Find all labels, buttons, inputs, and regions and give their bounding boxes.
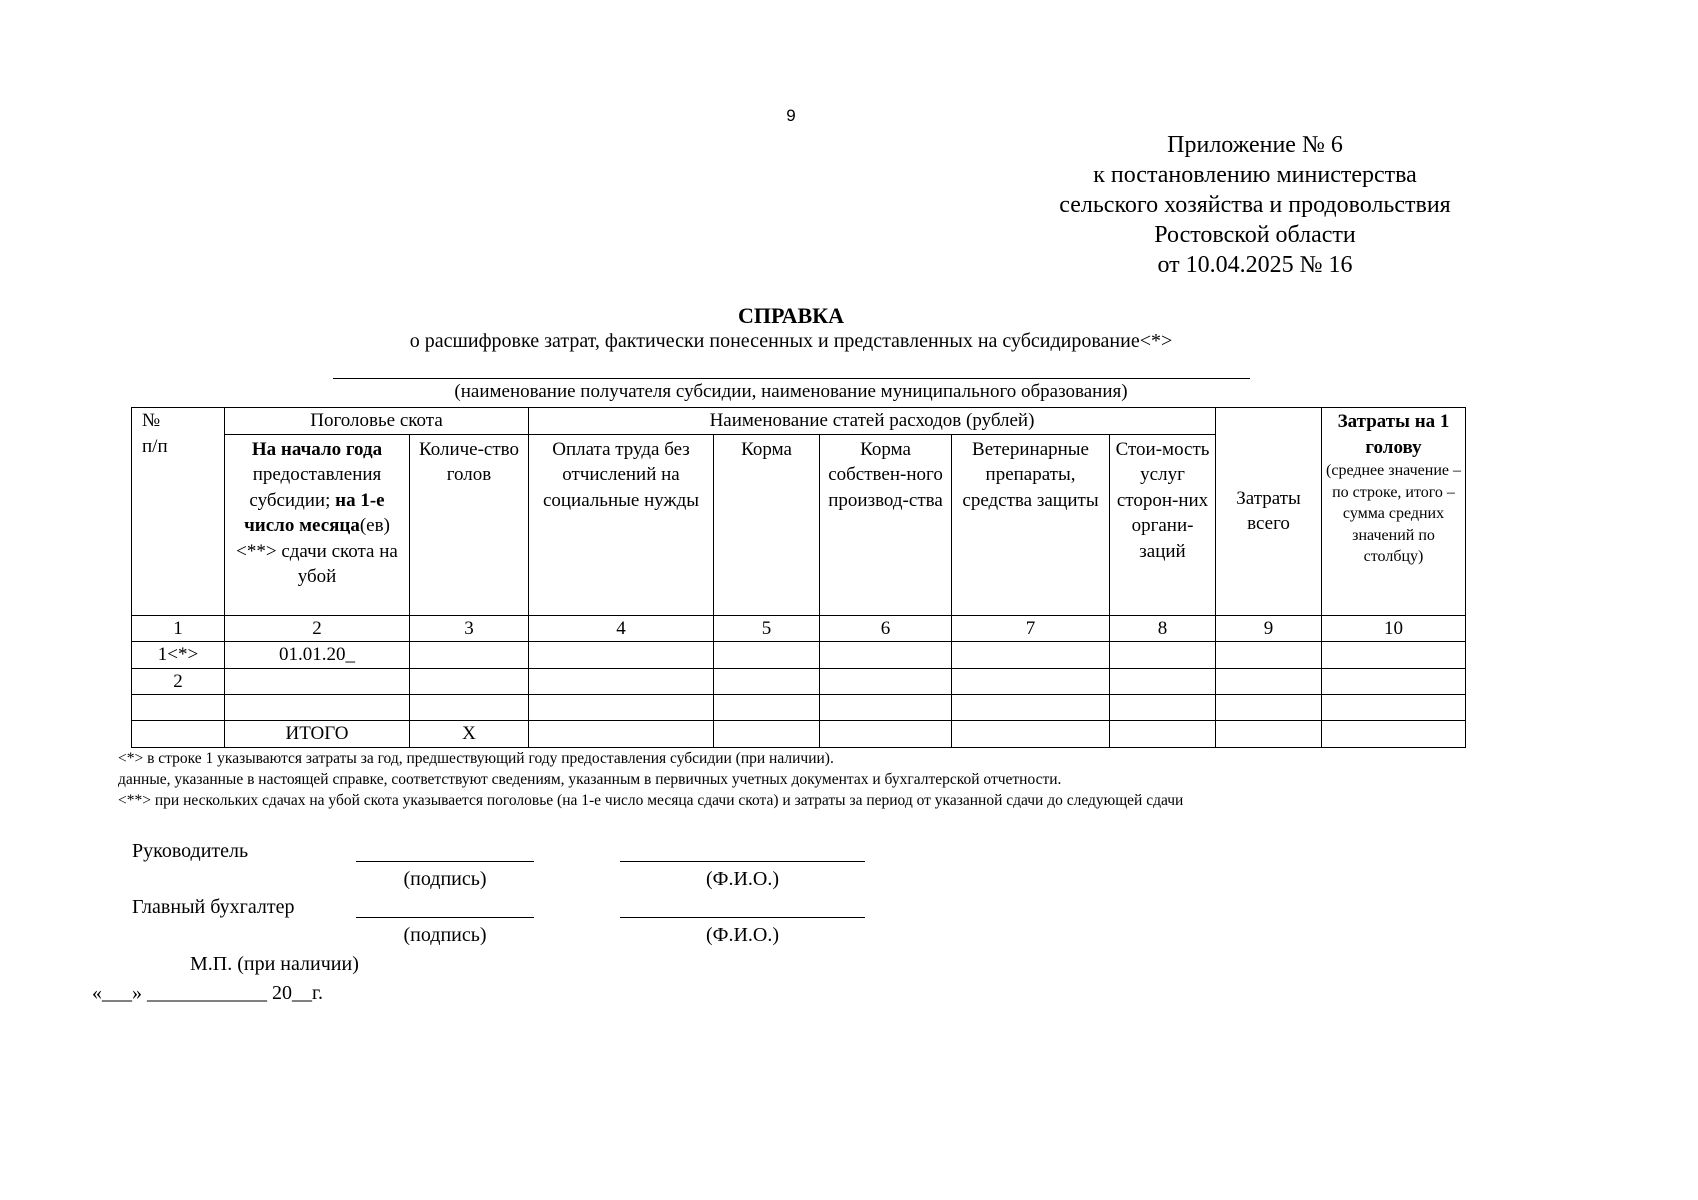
head-label: Руководитель [132,840,249,862]
row-number: 1<*> [132,642,225,669]
table-cell[interactable] [1216,721,1322,748]
table-cell[interactable] [1216,642,1322,669]
header-num-symbol: № [142,410,161,431]
column-number: 9 [1216,615,1322,642]
appendix-header [1000,130,1510,280]
appendix-line: Ростовской области [1154,222,1356,248]
column-number-row [132,615,1466,642]
column-number: 3 [410,615,529,642]
table-cell[interactable] [952,642,1110,669]
accountant-name-caption: (Ф.И.О.) [705,924,779,946]
header-num-label: п/п [142,435,168,457]
header-cost-per-head-note: (среднее значение – по строке, итого – сумма средних значений по столбцу) [1326,462,1461,565]
document-subtitle: о расшифровке затрат, фактически понесенных и представленных на субсидирование<*> [409,330,1173,352]
header-cost-per-head [1322,408,1466,616]
table-cell[interactable] [529,695,714,721]
header-head-count: Количе-ство голов [410,434,529,615]
header-date-months-note: (ев)<**> [236,515,390,562]
header-expense-items: Наименование статей расходов (рублей) [529,408,1216,435]
accountant-label: Главный бухгалтер [132,896,295,918]
table-cell[interactable] [410,642,529,669]
table-cell[interactable] [714,642,820,669]
table-cell[interactable] [952,721,1110,748]
accountant-signature-caption: (подпись) [403,924,487,946]
column-number: 8 [1110,615,1216,642]
row-number: 2 [132,668,225,695]
table-cell[interactable] [529,721,714,748]
footnote: данные, указанные в настоящей справке, соответствуют сведениям, указанным в первичных учетных документах и бухгалтерской отчетности. [118,771,1062,788]
row-date[interactable]: 01.01.20_ [225,642,410,669]
accountant-signature-line[interactable] [356,917,534,918]
table-cell[interactable] [714,695,820,721]
page-number: 9 [786,106,796,125]
appendix-line: сельского хозяйства и продовольствия [1059,192,1451,218]
header-date [225,434,410,615]
table-cell[interactable] [1110,668,1216,695]
table-cell[interactable] [820,668,952,695]
table-cell[interactable] [225,668,410,695]
header-date-subsidy: предоставления субсидии; [249,464,382,511]
header-row-number [132,408,225,616]
header-cost-per-head-title: Затраты на 1 голову [1337,411,1450,458]
table-cell[interactable] [1322,668,1466,695]
column-number: 10 [1322,615,1466,642]
footnotes [118,748,1183,811]
header-livestock: Поголовье скота [225,408,529,435]
column-number: 5 [714,615,820,642]
table-cell[interactable] [952,695,1110,721]
stamp-label: М.П. (при наличии) [190,953,359,975]
header-date-month: на 1-е число месяца [244,489,385,536]
document-title: СПРАВКА [737,303,845,328]
header-own-feed: Корма собствен-ного производ-ства [820,434,952,615]
total-label: ИТОГО [225,721,410,748]
table-cell[interactable] [225,695,410,721]
table-row [132,642,1466,669]
table-cell[interactable] [410,695,529,721]
table-cell[interactable] [714,668,820,695]
table-row [132,668,1466,695]
table-row [132,695,1466,721]
table-cell[interactable] [1110,695,1216,721]
table-cell[interactable] [820,695,952,721]
head-signature-line[interactable] [356,861,534,862]
footnote: <**> при нескольких сдачах на убой скота указывается поголовье (на 1-е число месяца сдачи скота) и затраты за период от указанной сдачи до следующей сдачи [118,792,1184,809]
table-cell[interactable] [1322,642,1466,669]
head-signature-caption: (подпись) [403,868,487,890]
date-line[interactable]: «___» ____________ 20__г. [92,982,323,1004]
table-cell[interactable] [714,721,820,748]
table-cell[interactable] [1322,721,1466,748]
header-feed: Корма [714,434,820,615]
column-number: 1 [132,615,225,642]
head-name-caption: (Ф.И.О.) [705,868,779,890]
accountant-name-line[interactable] [620,917,865,918]
table-cell[interactable] [952,668,1110,695]
header-total-costs: Затраты всего [1216,408,1322,616]
table-cell[interactable] [820,721,952,748]
appendix-line: к постановлению министерства [1093,162,1417,188]
header-date-slaughter: сдачи скота на убой [281,540,398,587]
column-number: 6 [820,615,952,642]
appendix-line: Приложение № 6 [1167,132,1343,158]
header-vet: Ветеринарные препараты, средства защиты [952,434,1110,615]
table-cell[interactable] [529,642,714,669]
table-cell[interactable] [529,668,714,695]
table-cell[interactable] [1216,695,1322,721]
table-cell[interactable] [410,668,529,695]
header-date-year-start: На начало года [251,438,383,460]
recipient-name-line[interactable] [333,378,1250,379]
total-row [132,721,1466,748]
total-count: Х [410,721,529,748]
expense-table [131,407,1466,748]
footnote: <*> в строке 1 указываются затраты за год, предшествующий году предоставления субсидии (при наличии). [118,750,834,767]
recipient-caption: (наименование получателя субсидии, наименование муниципального образования) [454,381,1128,402]
head-name-line[interactable] [620,861,865,862]
table-cell[interactable] [1110,642,1216,669]
column-number: 7 [952,615,1110,642]
table-cell[interactable] [820,642,952,669]
header-labor: Оплата труда без отчислений на социальные нужды [529,434,714,615]
column-number: 2 [225,615,410,642]
table-cell[interactable] [1322,695,1466,721]
table-cell[interactable] [1216,668,1322,695]
table-cell [132,721,225,748]
appendix-line: от 10.04.2025 № 16 [1157,252,1353,278]
column-number: 4 [529,615,714,642]
table-cell[interactable] [132,695,225,721]
header-services: Стои-мость услуг сторон-них органи-заций [1110,434,1216,615]
table-cell[interactable] [1110,721,1216,748]
